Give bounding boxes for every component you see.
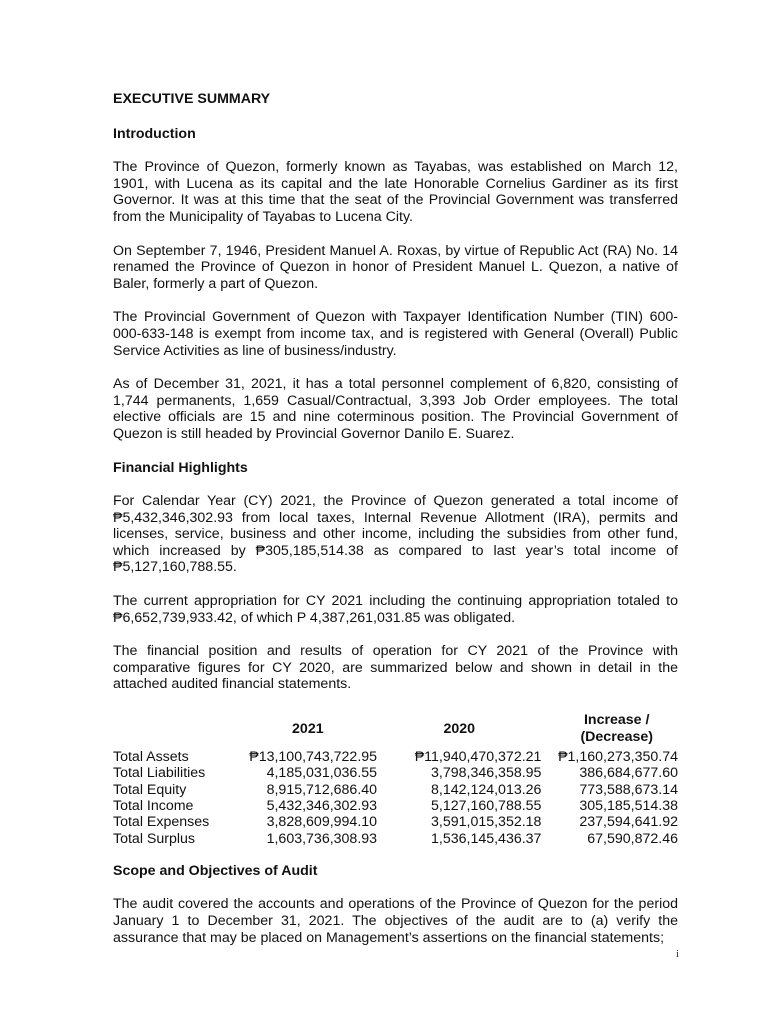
row-label: Total Surplus	[113, 830, 196, 847]
intro-paragraph-2: On September 7, 1946, President Manuel A. Roxas, by virtue of Republic Act (RA) No. 14 renamed the Province of Quezon in honor of President Manuel L. Quezon, a native of Baler, formerly a part of Quezon.	[113, 242, 678, 292]
table-header-2021: 2021	[292, 720, 324, 737]
table-row	[113, 782, 678, 798]
scope-paragraph-1: The audit covered the accounts and operations of the Province of Quezon for the period January 1 to December 31, 2021. The objectives of the audit are to (a) verify the assurance that may be placed on Management’s assertions on the financial statements;	[113, 896, 678, 946]
value-2020: ₱11,940,470,372.21	[414, 749, 542, 766]
value-2021: ₱13,100,743,722.95	[249, 749, 378, 766]
value-change: 305,185,514.38	[579, 797, 678, 814]
table-header-row	[113, 709, 678, 749]
table-row	[113, 831, 678, 847]
financial-paragraph-2: The current appropriation for CY 2021 including the continuing appropriation totaled to ₱6,652,739,933.42, of which P 4,387,261,031.85 was obligated.	[113, 593, 678, 626]
value-change: ₱1,160,273,350.74	[558, 749, 678, 766]
intro-paragraph-1: The Province of Quezon, formerly known as Tayabas, was established on March 12, 1901, with Lucena as its capital and the late Honorable Cornelius Gardiner as its first Governor. It was at this time that the seat of the Provincial Government was transferred from the Municipality of Tayabas to Lucena City.	[113, 159, 678, 225]
page-title: EXECUTIVE SUMMARY	[113, 91, 271, 107]
value-2020: 3,798,346,358.95	[431, 765, 542, 782]
financial-summary-table	[113, 709, 678, 847]
table-row	[113, 798, 678, 814]
scope-heading: Scope and Objectives of Audit	[113, 862, 318, 879]
row-label: Total Expenses	[113, 814, 210, 831]
value-2021: 8,915,712,686.40	[266, 781, 378, 798]
value-2021: 1,603,736,308.93	[266, 830, 378, 847]
value-2021: 4,185,031,036.55	[266, 765, 378, 782]
intro-paragraph-3: The Provincial Government of Quezon with Taxpayer Identification Number (TIN) 600-000-633-148 is exempt from income tax, and is registered with General (Overall) Public Service Activities as line of business/industry.	[113, 309, 678, 359]
row-label: Total Assets	[113, 749, 189, 766]
value-2020: 3,591,015,352.18	[431, 814, 542, 831]
row-label: Total Equity	[113, 781, 187, 798]
value-2020: 5,127,160,788.55	[431, 797, 542, 814]
table-header-change: Increase / (Decrease)	[580, 712, 653, 746]
table-header-label	[113, 709, 239, 749]
document-page	[113, 91, 678, 946]
table-row	[113, 814, 678, 830]
value-2020: 1,536,145,436.37	[431, 830, 542, 847]
value-2021: 5,432,346,302.93	[266, 797, 378, 814]
row-label: Total Income	[113, 797, 194, 814]
financial-highlights-heading: Financial Highlights	[113, 459, 248, 476]
table-row	[113, 749, 678, 765]
value-change: 386,684,677.60	[579, 765, 678, 782]
table-row	[113, 765, 678, 781]
value-change: 237,594,641.92	[579, 814, 678, 831]
row-label: Total Liabilities	[113, 765, 206, 782]
table-header-2020: 2020	[443, 720, 476, 737]
page-number: i	[676, 948, 680, 960]
value-change: 67,590,872.46	[587, 830, 678, 847]
value-change: 773,588,673.14	[579, 781, 678, 798]
intro-paragraph-4: As of December 31, 2021, it has a total personnel complement of 6,820, consisting of 1,744 permanents, 1,659 Casual/Contractual, 3,393 Job Order employees. The total elective officials are 15 and nine coterminous position. The Provincial Government of Quezon is still headed by Provincial Governor Danilo E. Suarez.	[113, 376, 678, 442]
value-2021: 3,828,609,994.10	[266, 814, 378, 831]
introduction-heading: Introduction	[113, 125, 196, 142]
value-2020: 8,142,124,013.26	[431, 781, 542, 798]
financial-paragraph-3: The financial position and results of operation for CY 2021 of the Province with comparative figures for CY 2020, are summarized below and shown in detail in the attached audited financial statements.	[113, 643, 678, 693]
financial-paragraph-1: For Calendar Year (CY) 2021, the Province of Quezon generated a total income of ₱5,432,346,302.93 from local taxes, Internal Revenue Allotment (IRA), permits and licenses, service, business and other income, including the subsidies from other fund, which increased by ₱305,185,514.38 as compared to last year’s total income of ₱5,127,160,788.55.	[113, 493, 678, 576]
